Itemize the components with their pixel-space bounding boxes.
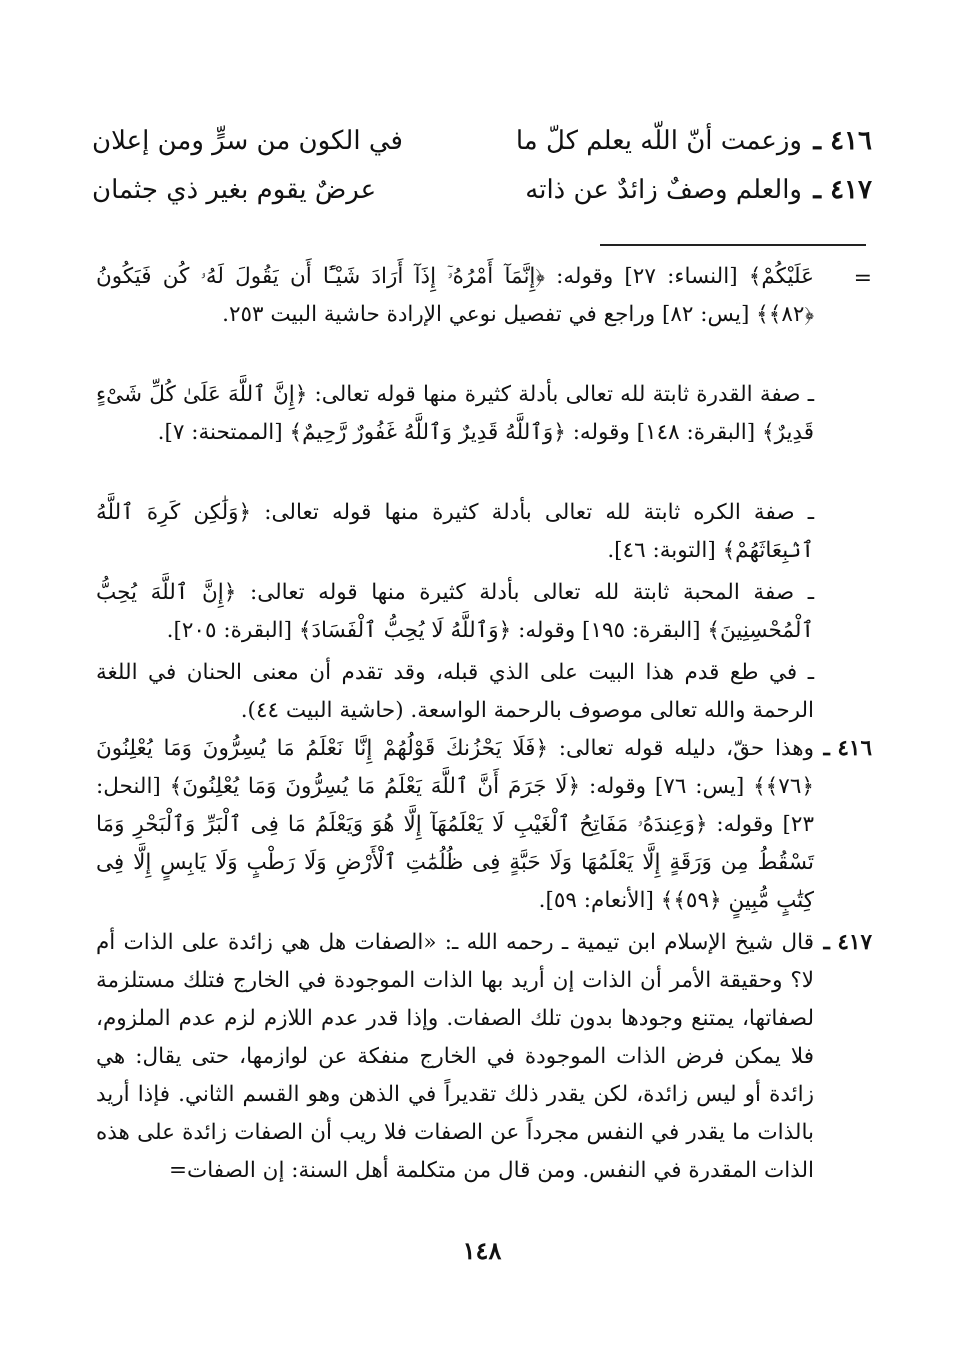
footnote-text: ـ صفة القدرة ثابتة لله تعالى بأدلة كثيرة منها قوله تعالى: ﴿إِنَّ ٱللَّهَ عَلَىٰ كُلِّ شَىْءٍ قَدِيرٌ﴾ [البقرة: ١٤٨] وقوله: ﴿وَٱللَّهُ قَدِيرٌ وَٱللَّهُ غَفُورٌ رَّحِيمٌ﴾ [الممتحنة: ٧]. <box>96 382 814 445</box>
footnote <box>96 376 814 452</box>
continuation-mark: = <box>853 266 872 291</box>
footnote-continuation <box>96 258 814 334</box>
footnote-text: ـ في طع قدم هذا البيت على الذي قبله، وقد تقدم أن معنى الحنان في اللغة الرحمة والله تعالى موصوف بالرحمة الواسعة. (حاشية البيت ٤٤). <box>96 660 814 723</box>
footnote-number: ٤١٧ ـ <box>823 930 872 955</box>
verse-line <box>92 175 872 219</box>
footnote-text: ـ صفة المحبة ثابتة لله تعالى بأدلة كثيرة منها قوله تعالى: ﴿إِنَّ ٱللَّهَ يُحِبُّ ٱلْمُحْسِنِينَ﴾ [البقرة: ١٩٥] وقوله: ﴿وَٱللَّهُ لَا يُحِبُّ ٱلْفَسَادَ﴾ [البقرة: ٢٠٥]. <box>96 580 814 643</box>
verse-number: ٤١٧ ـ <box>813 175 872 205</box>
footnote-text: وهذا حقّ، دليله قوله تعالى: ﴿فَلَا يَحْزُنكَ قَوْلُهُمْ إِنَّا نَعْلَمُ مَا يُسِرُّونَ وَمَا يُعْلِنُونَ ﴿٧٦﴾﴾ [يس: ٧٦] وقوله: ﴿لَا جَرَمَ أَنَّ ٱللَّهَ يَعْلَمُ مَا يُسِرُّونَ وَمَا يُعْلِنُونَ﴾ [النحل: ٢٣] وقوله: ﴿وَعِندَهُۥ مَفَاتِحُ ٱلْغَيْبِ لَا يَعْلَمُهَآ إِلَّا هُوَ وَيَعْلَمُ مَا فِى ٱلْبَرِّ وَٱلْبَحْرِ وَمَا تَسْقُطُ مِن وَرَقَةٍ إِلَّا يَعْلَمُهَا وَلَا حَبَّةٍ فِى ظُلُمَٰتِ ٱلْأَرْضِ وَلَا رَطْبٍ وَلَا يَابِسٍ إِلَّا فِى كِتَٰبٍ مُّبِينٍ ﴿٥٩﴾﴾ [الأنعام: ٥٩]. <box>96 736 814 913</box>
verse-second-hemistich: عرضٌ يقوم بغير ذي جثمان <box>92 175 377 205</box>
verse-line <box>92 126 872 170</box>
footnote <box>96 730 872 920</box>
footnote-text: قال شيخ الإسلام ابن تيمية ـ رحمه الله ـ: «الصفات هل هي زائدة على الذات أم لا؟ وحقيقة الأمر أن الذات إن أريد بها الذات الموجودة في الخارج فتلك مستلزمة لصفاتها، يمتنع وجودها بدون تلك الصفات. وإذا قدر عدم اللازم لزم عدم الملزوم، فلا يمكن فرض الذات الموجودة في الخارج منفكة عن لوازمها، حتى يقال: هي زائدة أو ليس زائدة، لكن يقدر ذلك تقديراً في الذهن وهو القسم الثاني. فإذا أريد بالذات ما يقدر في النفس مجرداً عن الصفات فلا ريب أن الصفات زائدة على هذه الذات المقدرة في النفس. ومن قال من متكلمة أهل السنة: إن الصفات= <box>96 930 814 1183</box>
footnote-text: ـ صفة الكره ثابتة لله تعالى بأدلة كثيرة منها قوله تعالى: ﴿وَلَٰكِن كَرِهَ ٱللَّهُ ٱنۢبِعَاثَهُمْ﴾ [التوبة: ٤٦]. <box>96 500 814 563</box>
footnote <box>96 574 814 650</box>
verse-first-hemistich: والعلم وصفٌ زائدٌ عن ذاته <box>525 175 802 205</box>
footnote-text: عَلَيْكُمْ﴾ [النساء: ٢٧] وقوله: ﴿إِنَّمَآ أَمْرُهُۥٓ إِذَآ أَرَادَ شَيْـًٔا أَن يَقُولَ لَهُۥ كُن فَيَكُونُ ﴿٨٢﴾﴾ [يس: ٨٢] وراجع في تفصيل نوعي الإرادة حاشية البيت ٢٥٣. <box>96 264 814 327</box>
footnote <box>96 494 814 570</box>
footnote <box>96 654 814 730</box>
footnote-separator <box>600 244 866 246</box>
verse-second-hemistich: في الكون من سرٍّ ومن إعلان <box>92 126 403 156</box>
page-number: ١٤٨ <box>462 1236 502 1265</box>
footnote <box>96 924 872 1190</box>
verse-first-hemistich: وزعمت أنّ اللّه يعلم كلّ ما <box>515 126 802 156</box>
footnote-number: ٤١٦ ـ <box>823 736 872 761</box>
verse-number: ٤١٦ ـ <box>813 126 872 156</box>
